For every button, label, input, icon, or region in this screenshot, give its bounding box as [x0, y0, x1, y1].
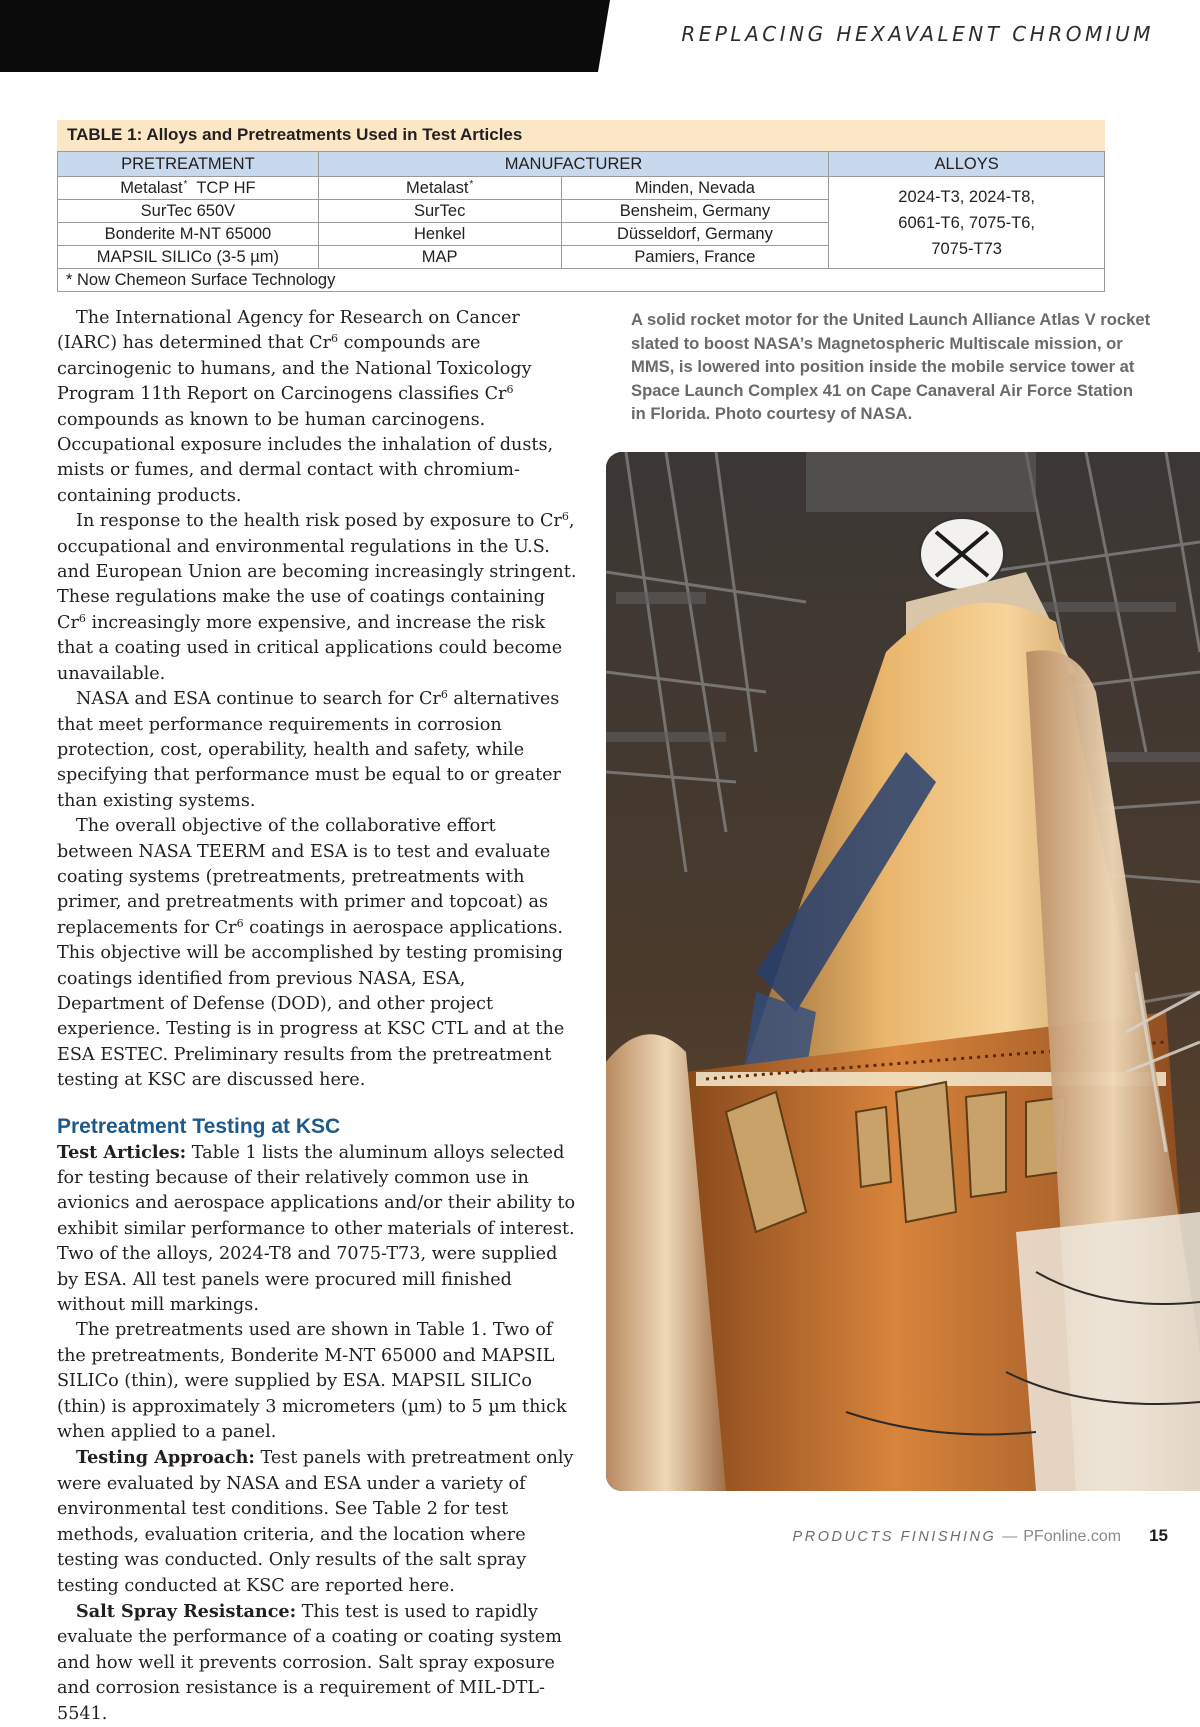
running-title: REPLACING HEXAVALENT CHROMIUM [681, 22, 1154, 46]
alloys-table [57, 151, 1105, 292]
paragraph: The pretreatments used are shown in Table 1. Two of the pretreatments, Bonderite M-NT 65000 and MAPSIL SILICo (thin), were supplied by ESA. MAPSIL SILICo (thin) is approximately 3 micrometers (µm) to 5 µm thick when applied to a panel. [57, 1320, 567, 1443]
paragraph: Test Articles: Table 1 lists the aluminum alloys selected for testing because of their relatively common use in avionics and aerospace applications and/or their ability to exhibit similar performance to other materials of interest. Two of the alloys, 2024-T8 and 7075-T73, were supplied by ESA. All test panels were procured mill finished without mill markings. [57, 1141, 576, 1316]
table-1 [57, 120, 1105, 292]
paragraph: In response to the health risk posed by exposure to Cr$^6$, occupational and environmental regulations in the U.S. and European Union are becoming increasingly stringent. These regulations make the use of coatings containing Cr$^6$ increasingly more expensive, and increase the risk that a coating used in critical applications could become unavailable. [57, 510, 577, 684]
col-alloys: ALLOYS [829, 152, 1105, 177]
paragraph: The overall objective of the collaborative effort between NASA TEERM and ESA is to test and evaluate coating systems (pretreatments, pretreatments with primer, and pretreatments with primer and topcoat) as replacements for Cr$^6$ coatings in aerospace applications. This objective will be accomplished by testing promising coatings identified from previous NASA, ESA, Department of Defense (DOD), and other project experience. Testing is in progress at KSC CTL and at the ESA ESTEC. Preliminary results from the pretreatment testing at KSC are discussed here. [57, 816, 565, 1091]
rocket-photo [606, 452, 1200, 1491]
col-manufacturer: MANUFACTURER [318, 152, 828, 177]
alloys-cell: 2024-T3, 2024-T8, 6061-T6, 7075-T6, 7075-T73 [829, 177, 1105, 269]
table-cell: MAPSIL SILICo (3-5 µm) [58, 246, 319, 269]
paragraph: NASA and ESA continue to search for Cr$^6$ alternatives that meet performance requirements in corrosion protection, cost, operability, health and safety, while specifying that performance must be equal to or greater than existing systems. [57, 688, 561, 811]
paragraph: Salt Spray Resistance: This test is used to rapidly evaluate the performance of a coating or coating system and how well it prevents corrosion. Salt spray exposure and corrosion resistance is a requirement of MIL-DTL-5541. [57, 1600, 562, 1724]
table-cell: SurTec 650V [58, 200, 319, 223]
table-footnote: * Now Chemeon Surface Technology [58, 269, 1105, 292]
table-title: TABLE 1: Alloys and Pretreatments Used in Test Articles [57, 120, 1105, 151]
table-cell: Metalast* [318, 177, 561, 200]
photo-caption: A solid rocket motor for the United Launch Alliance Atlas V rocket slated to boost NASA’s Magnetospheric Multiscale mission, or MMS, is lowered into position inside the mobile service tower at Space Launch Complex 41 on Cape Canaveral Air Force Station in Florida. Photo courtesy of NASA. [631, 310, 1151, 423]
page-number: 15 [1149, 1526, 1168, 1545]
table-cell: Pamiers, France [561, 246, 829, 269]
table-cell: Metalast* TCP HF [58, 177, 319, 200]
table-row [58, 177, 1105, 200]
page-footer [793, 1526, 1168, 1546]
footer-url: PFonline.com [1023, 1528, 1122, 1545]
col-pretreatment: PRETREATMENT [58, 152, 319, 177]
table-footnote-row [58, 269, 1105, 292]
paragraph: The International Agency for Research on Cancer (IARC) has determined that Cr$^6$ compounds are carcinogenic to humans, and the National Toxicology Program 11th Report on Carcinogens classifies Cr$^6$ compounds as known to be human carcinogens. Occupational exposure includes the inhalation of dusts, mists or fumes, and dermal contact with chromium-containing products. [57, 308, 554, 506]
table-header-row [58, 152, 1105, 177]
table-cell: Henkel [318, 223, 561, 246]
table-cell: SurTec [318, 200, 561, 223]
footer-dash: — [1002, 1528, 1018, 1545]
table-cell: Minden, Nevada [561, 177, 829, 200]
black-header-tab [0, 0, 610, 72]
table-cell: Bonderite M-NT 65000 [58, 223, 319, 246]
table-cell: Düsseldorf, Germany [561, 223, 829, 246]
section-heading: Pretreatment Testing at KSC [57, 1114, 341, 1138]
body-column [57, 306, 577, 1727]
paragraph: Testing Approach: Test panels with pretreatment only were evaluated by NASA and ESA under a variety of environmental test conditions. See Table 2 for test methods, evaluation criteria, and the location where testing was conducted. Only results of the salt spray testing conducted at KSC are reported here. [57, 1447, 574, 1596]
table-cell: MAP [318, 246, 561, 269]
footer-magazine: PRODUCTS FINISHING [792, 1529, 997, 1545]
table-cell: Bensheim, Germany [561, 200, 829, 223]
